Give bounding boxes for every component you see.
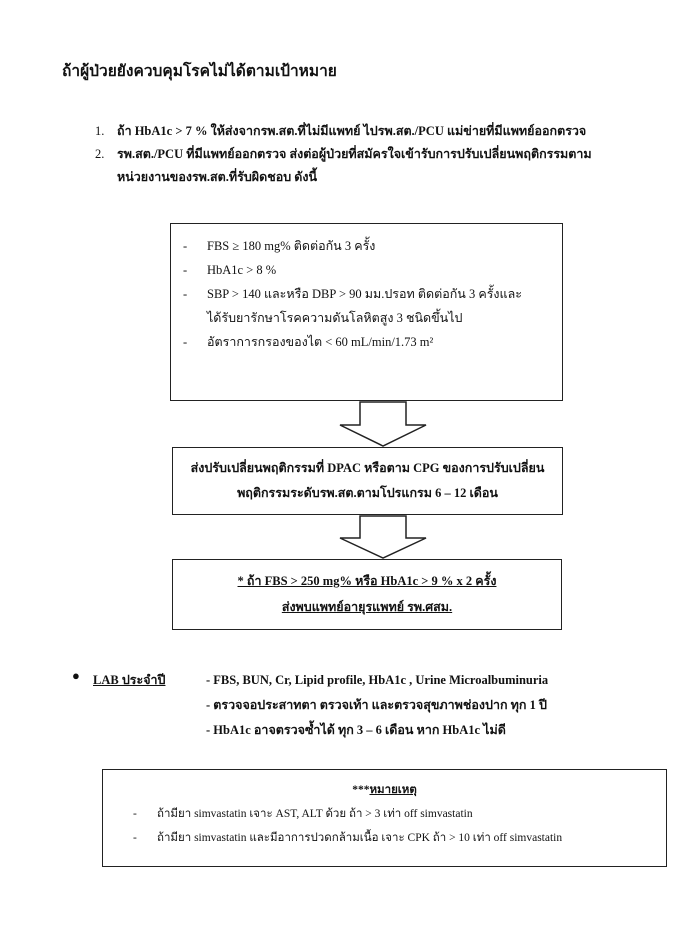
numbered-list (95, 120, 592, 189)
criteria-text: อัตราการกรองของไต < 60 mL/min/1.73 m² (207, 335, 434, 349)
down-arrow-icon (338, 515, 428, 559)
note-item (133, 802, 666, 826)
lab-label: LAB ประจำปี (93, 673, 166, 687)
list-text: รพ.สต./PCU ที่มีแพทย์ออกตรวจ ส่งต่อผู้ป่วยที่สมัครใจเข้ารับการปรับเปลี่ยนพฤติกรรมตาม (117, 147, 592, 161)
dash: - (183, 287, 188, 301)
criteria-text: HbA1c > 8 % (207, 263, 277, 277)
down-arrow-icon (338, 401, 428, 447)
dash: - (133, 832, 137, 844)
criteria-box (170, 223, 563, 401)
criteria-item (183, 330, 552, 354)
list-item-1 (95, 120, 592, 143)
criteria-item (183, 282, 552, 306)
dash: - (183, 263, 188, 277)
list-text-continuation: หน่วยงานของรพ.สต.ที่รับผิดชอบ ดังนี้ (117, 170, 318, 184)
dash: - (183, 335, 188, 349)
referral-line: ส่งปรับเปลี่ยนพฤติกรรมที่ DPAC หรือตาม CPG ของการปรับเปลี่ยน (190, 461, 545, 475)
criteria-text: SBP > 140 และหรือ DBP > 90 มม.ปรอท ติดต่อกัน 3 ครั้งและ (207, 287, 522, 301)
notes-title (103, 778, 666, 802)
lab-item: - HbA1c อาจตรวจซ้ำได้ ทุก 3 – 6 เดือน หาก HbA1c ไม่ดี (206, 723, 506, 737)
notes-title-prefix: *** (352, 784, 370, 796)
criteria-item (183, 234, 552, 258)
page-heading: ถ้าผู้ป่วยยังควบคุมโรคไม่ได้ตามเป้าหมาย (62, 63, 337, 80)
referral-box (172, 447, 563, 515)
note-text: ถ้ามียา simvastatin และมีอาการปวดกล้ามเนื้อ เจาะ CPK ถ้า > 10 เท่า off simvastatin (157, 832, 563, 844)
list-number: 2. (95, 147, 105, 161)
list-text: ถ้า HbA1c > 7 % ให้ส่งจากรพ.สต.ที่ไม่มีแพทย์ ไปรพ.สต./PCU แม่ข่ายที่มีแพทย์ออกตรวจ (117, 124, 587, 138)
criteria-text: FBS ≥ 180 mg% ติดต่อกัน 3 ครั้ง (207, 239, 376, 253)
notes-box (102, 769, 667, 867)
dash: - (183, 239, 188, 253)
referral-line: พฤติกรรมระดับรพ.สต.ตามโปรแกรม 6 – 12 เดือน (237, 486, 498, 500)
escalation-line: * ถ้า FBS > 250 mg% หรือ HbA1c > 9 % x 2 ครั้ง (237, 574, 497, 588)
escalation-line: ส่งพบแพทย์อายุรแพทย์ รพ.ศสม. (281, 600, 453, 614)
lab-item: - ตรวจจอประสาทตา ตรวจเท้า และตรวจสุขภาพช่องปาก ทุก 1 ปี (206, 698, 547, 712)
list-item-2 (95, 143, 592, 166)
criteria-item (183, 258, 552, 282)
bullet-icon: ● (72, 668, 80, 683)
note-text: ถ้ามียา simvastatin เจาะ AST, ALT ด้วย ถ้า > 3 เท่า off simvastatin (157, 808, 473, 820)
note-item (133, 826, 666, 850)
escalation-box (172, 559, 562, 630)
lab-item: - FBS, BUN, Cr, Lipid profile, HbA1c , Urine Microalbuminuria (206, 673, 549, 687)
notes-title-text: หมายเหตุ (369, 784, 417, 796)
criteria-text-continuation: ได้รับยารักษาโรคความดันโลหิตสูง 3 ชนิดขึ้นไป (207, 311, 463, 325)
list-number: 1. (95, 124, 105, 138)
lab-list (206, 668, 548, 743)
dash: - (133, 808, 137, 820)
